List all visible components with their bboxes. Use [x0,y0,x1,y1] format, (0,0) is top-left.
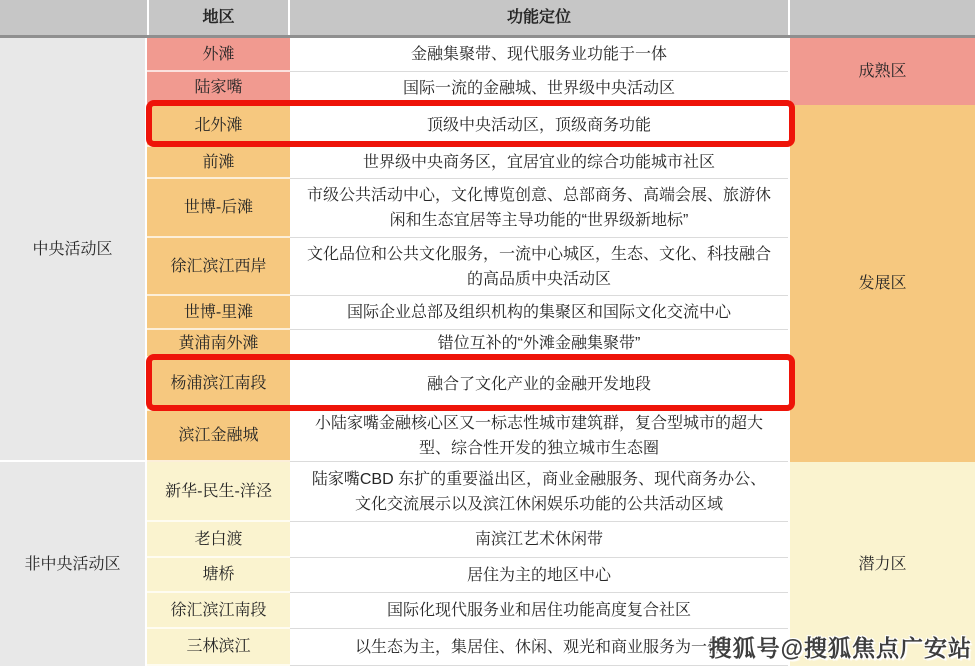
function-cell: 市级公共活动中心，文化博览创意、总部商务、高端会展、旅游休闲和生态宜居等主导功能的“世界级新地标” [290,179,788,238]
region-cell: 徐汇滨江西岸 [147,238,290,296]
function-cell: 国际化现代服务业和居住功能高度复合社区 [290,593,788,629]
function-cell: 国际一流的金融城、世界级中央活动区 [290,72,788,105]
region-cell: 外滩 [147,38,290,72]
header-zone-blank [0,0,147,35]
region-cell: 世博-后滩 [147,179,290,238]
function-cell: 金融集聚带、现代服务业功能于一体 [290,38,788,72]
category-cell-potential: 潜力区 [788,462,975,666]
region-cell: 前滩 [147,147,290,179]
zone-cell-noncentral: 非中央活动区 [0,462,147,666]
header-function: 功能定位 [290,0,788,35]
header-category-blank [788,0,975,35]
header-region: 地区 [147,0,290,35]
category-cell-develop: 发展区 [788,105,975,462]
function-cell: 文化品位和公共文化服务，一流中心城区，生态、文化、科技融合的高品质中央活动区 [290,238,788,296]
region-cell-beiwaitan: 北外滩 [147,105,290,147]
region-cell: 世博-里滩 [147,296,290,330]
region-cell: 塘桥 [147,558,290,593]
function-cell: 国际企业总部及组织机构的集聚区和国际文化交流中心 [290,296,788,330]
function-cell: 世界级中央商务区，宜居宜业的综合功能城市社区 [290,147,788,179]
region-cell: 老白渡 [147,522,290,558]
watermark: 搜狐号@搜狐焦点广安站 [708,635,972,661]
function-cell: 融合了文化产业的金融开发地段 [290,358,788,411]
function-cell: 错位互补的“外滩金融集聚带” [290,330,788,358]
function-cell: 居住为主的地区中心 [290,558,788,593]
function-cell: 小陆家嘴金融核心区又一标志性城市建筑群，复合型城市的超大型、综合性开发的独立城市生态圈 [290,411,788,462]
region-cell: 新华-民生-洋泾 [147,462,290,522]
function-cell: 南滨江艺术休闲带 [290,522,788,558]
zone-cell-central: 中央活动区 [0,38,147,462]
region-cell-yangpu-south: 杨浦滨江南段 [147,358,290,411]
function-cell: 以生态为主，集居住、休闲、观光和商业服务为一体 [290,629,788,666]
region-cell: 三林滨江 [147,629,290,666]
region-cell: 陆家嘴 [147,72,290,105]
region-cell: 黄浦南外滩 [147,330,290,358]
region-cell: 徐汇滨江南段 [147,593,290,629]
function-cell: 顶级中央活动区，顶级商务功能 [290,105,788,147]
region-cell: 滨江金融城 [147,411,290,462]
category-cell-mature: 成熟区 [788,38,975,105]
function-cell: 陆家嘴CBD 东扩的重要溢出区，商业金融服务、现代商务办公、文化交流展示以及滨江休闲娱乐功能的公共活动区域 [290,462,788,522]
